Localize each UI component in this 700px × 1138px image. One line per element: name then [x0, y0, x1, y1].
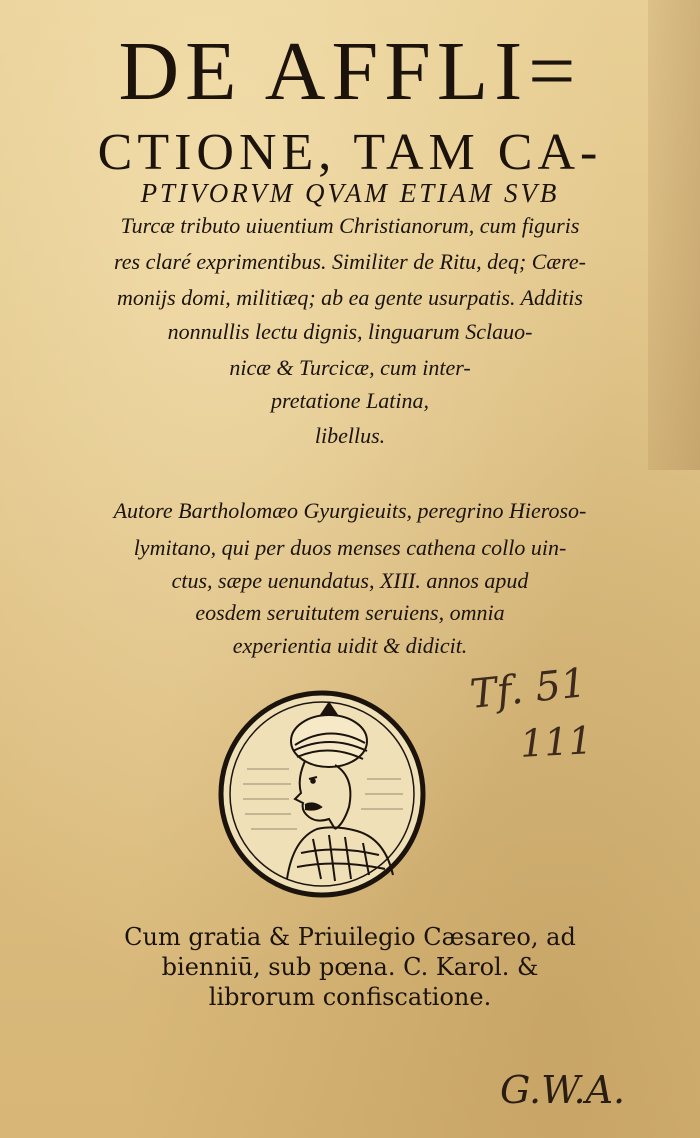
shelfmark-bottom: 111 — [518, 718, 594, 766]
author-line: lymitano, qui per duos menses cathena collo uin- — [133, 535, 567, 560]
privilege-line: Cum gratia & Priuilegio Cæsareo, ad — [124, 923, 576, 951]
privilege-line: bienniū, sub pœna. C. Karol. & — [161, 953, 539, 981]
author-line: ctus, sæpe uenundatus, XIII. annos apud — [171, 568, 529, 593]
title-line-2: CTIONE, TAM CA- — [97, 124, 603, 181]
body-line: nicæ & Turcicæ, cum inter- — [229, 355, 471, 380]
body-line: libellus. — [314, 423, 386, 448]
signature-initials: G.W.A. — [500, 1068, 626, 1112]
author-line: experientia uidit & didicit. — [232, 633, 468, 658]
body-line: nonnullis lectu dignis, linguarum Sclauo- — [167, 319, 533, 344]
body-line: monijs domi, militiæq; ab ea gente usurpatis. Additis — [117, 285, 583, 310]
title-line-3: PTIVORVM QVAM ETIAM SVB — [140, 178, 560, 208]
body-line: pretatione Latina, — [270, 388, 430, 413]
title-line-1: DE AFFLI= — [118, 25, 582, 118]
shelfmark-top: Tf. 51 — [467, 660, 589, 718]
author-line: eosdem seruitutem seruiens, omnia — [195, 600, 505, 625]
author-line: Autore Bartholomæo Gyurgieuits, peregrino Hieroso- — [113, 498, 587, 523]
privilege-line: librorum confiscatione. — [208, 983, 492, 1011]
body-line: res claré exprimentibus. Similiter de Ritu, deq; Cære- — [114, 249, 586, 274]
body-line: Turcæ tributo uiuentium Christianorum, cum figuris — [120, 213, 580, 238]
portrait-woodcut — [217, 689, 427, 899]
